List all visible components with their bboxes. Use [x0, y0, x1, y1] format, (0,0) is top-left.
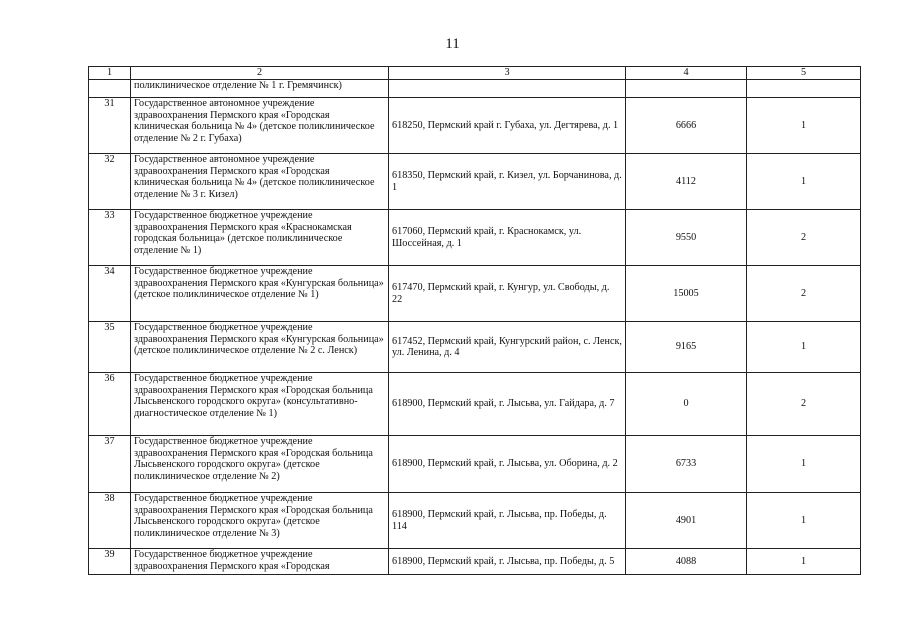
continuation-row: [89, 80, 861, 98]
facility-name: Государственное бюджетное учреждение здравоохранения Пермского края «Городская: [131, 549, 389, 575]
facility-address: 618900, Пермский край, г. Лысьва, пр. Победы, д. 5: [389, 549, 626, 575]
header-cell: 4: [626, 67, 747, 80]
facility-value: 4112: [626, 154, 747, 210]
facility-value: 4088: [626, 549, 747, 575]
facility-address: 618900, Пермский край, г. Лысьва, ул. Гайдара, д. 7: [389, 373, 626, 436]
continuation-text: поликлиническое отделение № 1 г. Гремячинск): [131, 80, 389, 98]
facility-value: 6733: [626, 436, 747, 493]
facility-value: 15005: [626, 266, 747, 322]
row-number: 35: [89, 322, 131, 373]
table-row: [89, 373, 861, 436]
table-row: [89, 493, 861, 549]
facility-count: 1: [747, 154, 861, 210]
facility-count: 1: [747, 436, 861, 493]
empty-cell: [389, 80, 626, 98]
table-row: [89, 436, 861, 493]
facility-name: Государственное бюджетное учреждение здравоохранения Пермского края «Городская больница Лысьвенского городского округа» (детское поликлиническое отделение № 3): [131, 493, 389, 549]
row-number: 33: [89, 210, 131, 266]
page-number: 11: [445, 36, 460, 52]
facility-name: Государственное бюджетное учреждение здравоохранения Пермского края «Кунгурская больница» (детское поликлиническое отделение № 1): [131, 266, 389, 322]
facility-count: 2: [747, 210, 861, 266]
empty-cell: [747, 80, 861, 98]
facility-count: 2: [747, 373, 861, 436]
facility-count: 1: [747, 493, 861, 549]
table-row: [89, 98, 861, 154]
facility-address: 617470, Пермский край, г. Кунгур, ул. Свободы, д. 22: [389, 266, 626, 322]
facility-address: 618250, Пермский край г. Губаха, ул. Дегтярева, д. 1: [389, 98, 626, 154]
table-row: [89, 266, 861, 322]
empty-cell: [626, 80, 747, 98]
row-number: 36: [89, 373, 131, 436]
facility-name: Государственное автономное учреждение здравоохранения Пермского края «Городская клиническая больница № 4» (детское поликлиническое отделение № 3 г. Кизел): [131, 154, 389, 210]
row-number: 34: [89, 266, 131, 322]
facility-value: 0: [626, 373, 747, 436]
row-number: 32: [89, 154, 131, 210]
facility-name: Государственное бюджетное учреждение здравоохранения Пермского края «Городская больница Лысьвенского городского округа» (консультативно-диагностическое отделение № 1): [131, 373, 389, 436]
facility-value: 9550: [626, 210, 747, 266]
header-row: [89, 67, 861, 80]
facility-count: 2: [747, 266, 861, 322]
facility-value: 9165: [626, 322, 747, 373]
row-number: 39: [89, 549, 131, 575]
facility-name: Государственное бюджетное учреждение здравоохранения Пермского края «Кунгурская больница» (детское поликлиническое отделение № 2 с. Ленск): [131, 322, 389, 373]
table-row: [89, 322, 861, 373]
header-cell: 5: [747, 67, 861, 80]
facility-address: 618900, Пермский край, г. Лысьва, ул. Оборина, д. 2: [389, 436, 626, 493]
facility-name: Государственное бюджетное учреждение здравоохранения Пермского края «Городская больница Лысьвенского городского округа» (детское поликлиническое отделение № 2): [131, 436, 389, 493]
facility-address: 617060, Пермский край, г. Краснокамск, ул. Шоссейная, д. 1: [389, 210, 626, 266]
header-cell: 3: [389, 67, 626, 80]
row-number: 38: [89, 493, 131, 549]
facility-count: 1: [747, 98, 861, 154]
facility-name: Государственное автономное учреждение здравоохранения Пермского края «Городская клиническая больница № 4» (детское поликлиническое отделение № 2 г. Губаха): [131, 98, 389, 154]
facility-count: 1: [747, 549, 861, 575]
header-cell: 2: [131, 67, 389, 80]
facility-value: 6666: [626, 98, 747, 154]
table-row: [89, 549, 861, 575]
row-number: 31: [89, 98, 131, 154]
facility-count: 1: [747, 322, 861, 373]
row-number: 37: [89, 436, 131, 493]
empty-cell: [89, 80, 131, 98]
table-row: [89, 154, 861, 210]
header-cell: 1: [89, 67, 131, 80]
facility-address: 618900, Пермский край, г. Лысьва, пр. Победы, д. 114: [389, 493, 626, 549]
facility-value: 4901: [626, 493, 747, 549]
facilities-table: [88, 66, 861, 575]
facility-address: 618350, Пермский край, г. Кизел, ул. Борчанинова, д. 1: [389, 154, 626, 210]
table-row: [89, 210, 861, 266]
facility-address: 617452, Пермский край, Кунгурский район, с. Ленск, ул. Ленина, д. 4: [389, 322, 626, 373]
facility-name: Государственное бюджетное учреждение здравоохранения Пермского края «Краснокамская городская больница» (детское поликлиническое отделение № 1): [131, 210, 389, 266]
